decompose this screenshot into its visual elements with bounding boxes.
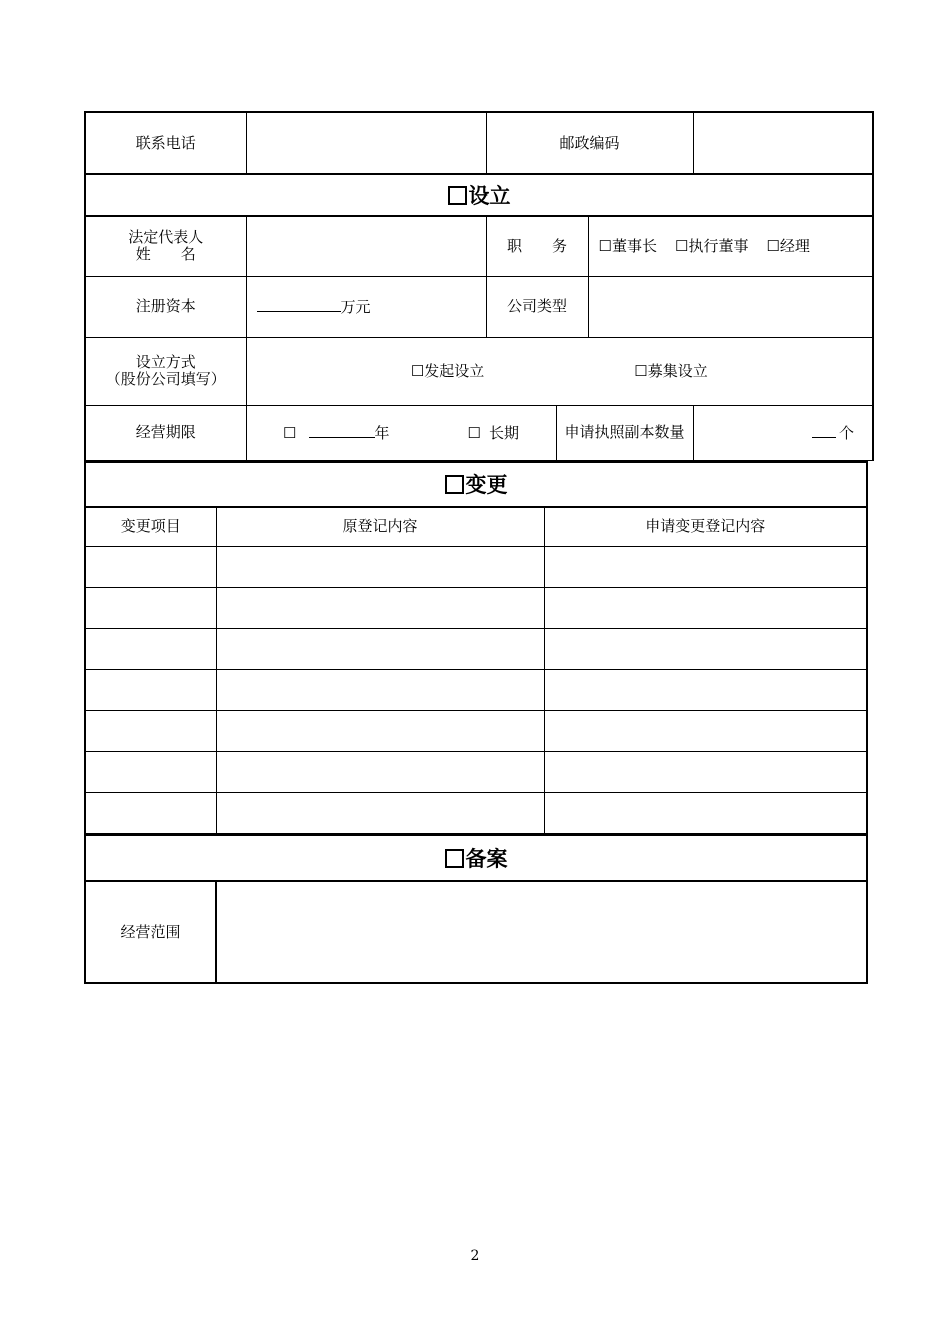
- capital-field[interactable]: [246, 276, 486, 337]
- legal-rep-label-line1: 法定代表人: [128, 228, 204, 247]
- filing-title: 备案: [465, 846, 508, 871]
- new-content-cell[interactable]: [544, 711, 867, 752]
- change-section-header: [85, 462, 867, 507]
- setup-method-label: [85, 337, 246, 405]
- postal-code-label: 邮政编码: [486, 112, 693, 174]
- capital-blank[interactable]: [257, 297, 341, 312]
- legal-rep-label: [85, 216, 246, 276]
- company-type-field[interactable]: [588, 276, 873, 337]
- legal-rep-label-line2: 姓 名: [135, 245, 196, 264]
- filing-section-header: [85, 835, 867, 881]
- position-label: 职 务: [486, 216, 588, 276]
- phone-label: 联系电话: [85, 112, 246, 174]
- setup-section-header: [85, 174, 873, 216]
- filing-checkbox[interactable]: [445, 849, 464, 868]
- setup-method-row: [85, 337, 873, 405]
- new-content-header: 申请变更登记内容: [544, 507, 867, 547]
- registration-form: [84, 111, 866, 984]
- change-row: [85, 793, 867, 834]
- license-copies-field[interactable]: [693, 405, 873, 460]
- term-years-checkbox[interactable]: ☐: [283, 424, 297, 442]
- change-checkbox[interactable]: [445, 475, 464, 494]
- license-copies-unit: 个: [839, 424, 855, 442]
- new-content-cell[interactable]: [544, 793, 867, 834]
- change-item-cell[interactable]: [85, 670, 216, 711]
- promotion-option[interactable]: ☐发起设立: [410, 361, 485, 380]
- change-item-cell[interactable]: [85, 793, 216, 834]
- contact-row: [85, 112, 873, 174]
- license-copies-label: 申请执照副本数量: [556, 405, 693, 460]
- original-content-cell[interactable]: [216, 793, 544, 834]
- change-row: [85, 670, 867, 711]
- new-content-cell[interactable]: [544, 588, 867, 629]
- offering-option[interactable]: ☐募集设立: [634, 361, 708, 380]
- original-content-cell[interactable]: [216, 629, 544, 670]
- term-long-checkbox[interactable]: ☐: [467, 424, 481, 442]
- original-content-header: 原登记内容: [216, 507, 544, 547]
- capital-unit: 万元: [340, 298, 371, 316]
- chairman-option[interactable]: ☐董事长: [598, 236, 657, 255]
- change-item-header: 变更项目: [85, 507, 216, 547]
- position-options: [588, 216, 873, 276]
- change-row: [85, 588, 867, 629]
- change-row: [85, 752, 867, 793]
- new-content-cell[interactable]: [544, 547, 867, 588]
- business-scope-row: [85, 881, 867, 983]
- legal-rep-row: [85, 216, 873, 276]
- change-table: [84, 461, 868, 835]
- phone-field[interactable]: [246, 112, 486, 174]
- change-item-cell[interactable]: [85, 711, 216, 752]
- term-row: [85, 405, 873, 460]
- setup-method-options: [246, 337, 873, 405]
- postal-code-field[interactable]: [693, 112, 873, 174]
- change-item-cell[interactable]: [85, 547, 216, 588]
- original-content-cell[interactable]: [216, 670, 544, 711]
- filing-table: [84, 834, 868, 984]
- term-options: [246, 405, 556, 460]
- term-label: 经营期限: [85, 405, 246, 460]
- form-table: [84, 111, 874, 461]
- change-title: 变更: [465, 472, 508, 497]
- original-content-cell[interactable]: [216, 752, 544, 793]
- change-row: [85, 711, 867, 752]
- setup-method-label-line2: （股份公司填写）: [105, 370, 226, 388]
- business-scope-label: 经营范围: [85, 881, 216, 983]
- change-item-cell[interactable]: [85, 588, 216, 629]
- new-content-cell[interactable]: [544, 670, 867, 711]
- setup-title: 设立: [468, 183, 511, 208]
- executive-director-option[interactable]: ☐执行董事: [674, 236, 749, 255]
- original-content-cell[interactable]: [216, 588, 544, 629]
- new-content-cell[interactable]: [544, 752, 867, 793]
- change-row: [85, 629, 867, 670]
- original-content-cell[interactable]: [216, 547, 544, 588]
- setup-checkbox[interactable]: [448, 186, 467, 205]
- page-number: 2: [470, 1248, 480, 1264]
- term-year-unit: 年: [374, 424, 390, 442]
- manager-option[interactable]: ☐经理: [766, 236, 810, 255]
- capital-label: 注册资本: [85, 276, 246, 337]
- legal-rep-field[interactable]: [246, 216, 486, 276]
- change-row: [85, 547, 867, 588]
- company-type-label: 公司类型: [486, 276, 588, 337]
- term-years-blank[interactable]: [309, 423, 375, 438]
- change-header-row: [85, 507, 867, 547]
- original-content-cell[interactable]: [216, 711, 544, 752]
- capital-row: [85, 276, 873, 337]
- license-copies-blank[interactable]: [812, 423, 836, 438]
- change-item-cell[interactable]: [85, 629, 216, 670]
- business-scope-field[interactable]: [216, 881, 867, 983]
- new-content-cell[interactable]: [544, 629, 867, 670]
- setup-method-label-line1: 设立方式: [135, 353, 196, 371]
- change-item-cell[interactable]: [85, 752, 216, 793]
- term-long-label: 长期: [488, 424, 519, 442]
